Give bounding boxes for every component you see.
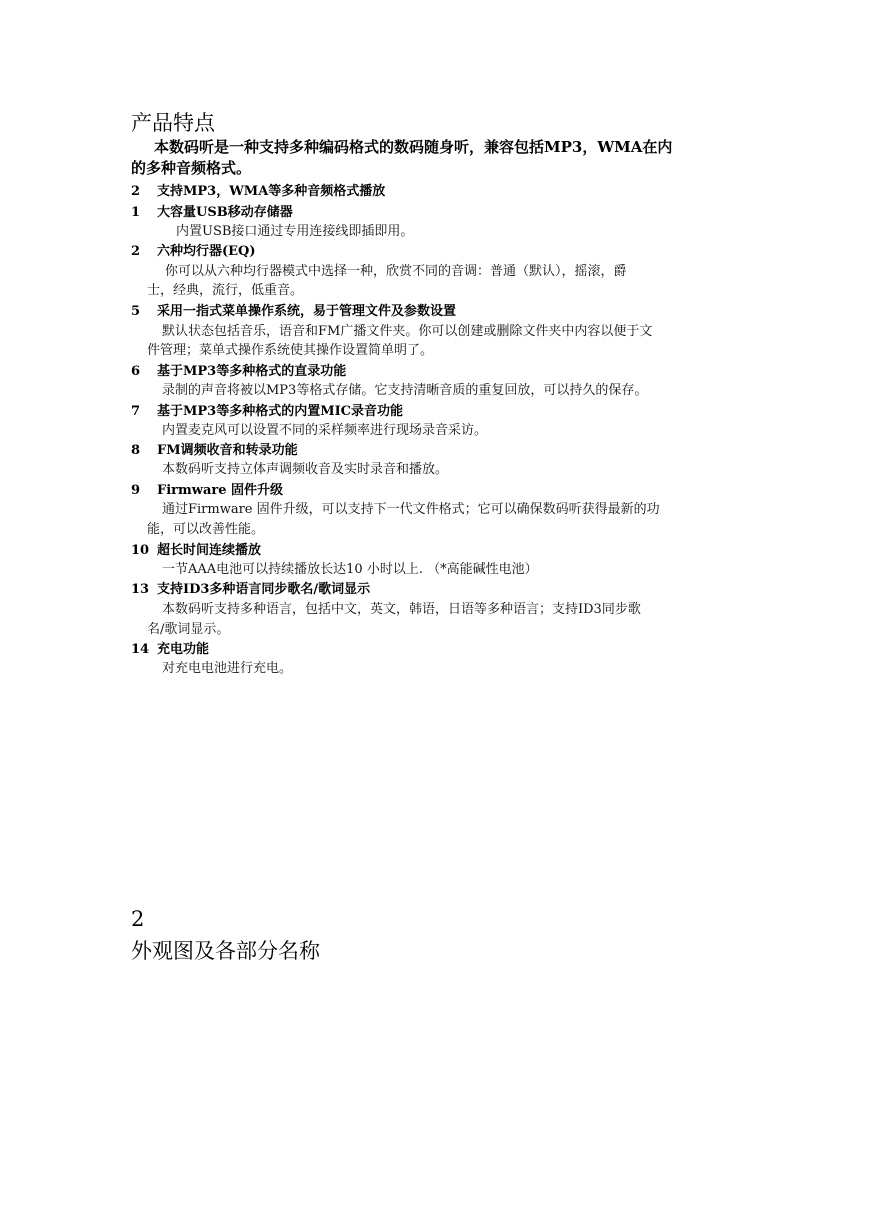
feature-description: 内置USB接口通过专用连接线即插即用。 <box>176 224 414 239</box>
feature-title: 支持ID3多种语言同步歌名/歌词显示 <box>157 582 371 597</box>
feature-description: 一节AAA电池可以持续播放长达10 小时以上. （*高能碱性电池） <box>162 562 538 577</box>
feature-number: 13 <box>131 582 150 597</box>
feature-heading <box>131 400 403 419</box>
feature-number: 7 <box>131 404 141 419</box>
feature-heading <box>131 240 256 259</box>
section-title: 外观图及各部分名称 <box>131 939 320 963</box>
feature-title: FM调频收音和转录功能 <box>157 443 298 458</box>
intro-line-2: 的多种音频格式。 <box>131 159 252 177</box>
feature-title: 基于MP3等多种格式的直录功能 <box>157 364 347 379</box>
feature-description: 件管理；菜单式操作系统使其操作设置简单明了。 <box>147 343 434 358</box>
feature-number: 9 <box>131 483 141 498</box>
section-number: 2 <box>131 907 145 931</box>
feature-description: 本数码听支持多种语言，包括中文，英文，韩语，日语等多种语言；支持ID3同步歌 <box>162 602 641 617</box>
feature-heading <box>131 360 346 379</box>
feature-title: 充电功能 <box>157 642 210 657</box>
feature-number: 2 <box>131 244 141 259</box>
feature-title: 支持MP3，WMA等多种音频格式播放 <box>157 184 386 199</box>
feature-description: 录制的声音将被以MP3等格式存储。它支持清晰音质的重复回放，可以持久的保存。 <box>162 383 648 398</box>
feature-heading <box>131 578 370 597</box>
feature-title: 基于MP3等多种格式的内置MIC录音功能 <box>157 404 404 419</box>
feature-heading <box>131 439 298 458</box>
feature-description: 内置麦克风可以设置不同的采样频率进行现场录音采访。 <box>162 423 488 438</box>
feature-heading <box>131 638 209 657</box>
feature-heading <box>131 479 283 498</box>
feature-title: 采用一指式菜单操作系统，易于管理文件及参数设置 <box>157 304 457 319</box>
feature-number: 8 <box>131 443 141 458</box>
feature-number: 14 <box>131 642 150 657</box>
feature-description: 能，可以改善性能。 <box>147 522 265 537</box>
feature-title: 超长时间连续播放 <box>157 543 262 558</box>
feature-title: 六种均行器(EQ) <box>157 244 256 259</box>
feature-heading <box>131 180 385 199</box>
feature-title: 大容量USB移动存储器 <box>157 205 293 220</box>
feature-description: 名/歌词显示。 <box>147 622 230 637</box>
feature-number: 6 <box>131 364 141 379</box>
intro-line-1: 本数码听是一种支持多种编码格式的数码随身听，兼容包括MP3，WMA在内 <box>154 138 673 156</box>
feature-description: 默认状态包括音乐，语音和FM广播文件夹。你可以创建或删除文件夹中内容以便于文 <box>162 324 653 339</box>
feature-heading <box>131 539 261 558</box>
feature-description: 对充电电池进行充电。 <box>162 661 293 676</box>
feature-number: 5 <box>131 304 141 319</box>
feature-heading <box>131 300 456 319</box>
feature-description: 本数码听支持立体声调频收音及实时录音和播放。 <box>162 462 449 477</box>
feature-number: 1 <box>131 205 141 220</box>
feature-description: 士，经典，流行，低重音。 <box>147 283 304 298</box>
feature-description: 通过Firmware 固件升级，可以支持下一代文件格式；它可以确保数码听获得最新的功 <box>162 502 660 517</box>
feature-number: 2 <box>131 184 141 199</box>
feature-title: Firmware 固件升级 <box>157 483 284 498</box>
feature-description: 你可以从六种均行器模式中选择一种，欣赏不同的音调：普通（默认），摇滚，爵 <box>165 264 627 279</box>
feature-number: 10 <box>131 543 150 558</box>
section-title: 产品特点 <box>131 111 215 135</box>
feature-heading <box>131 201 293 220</box>
